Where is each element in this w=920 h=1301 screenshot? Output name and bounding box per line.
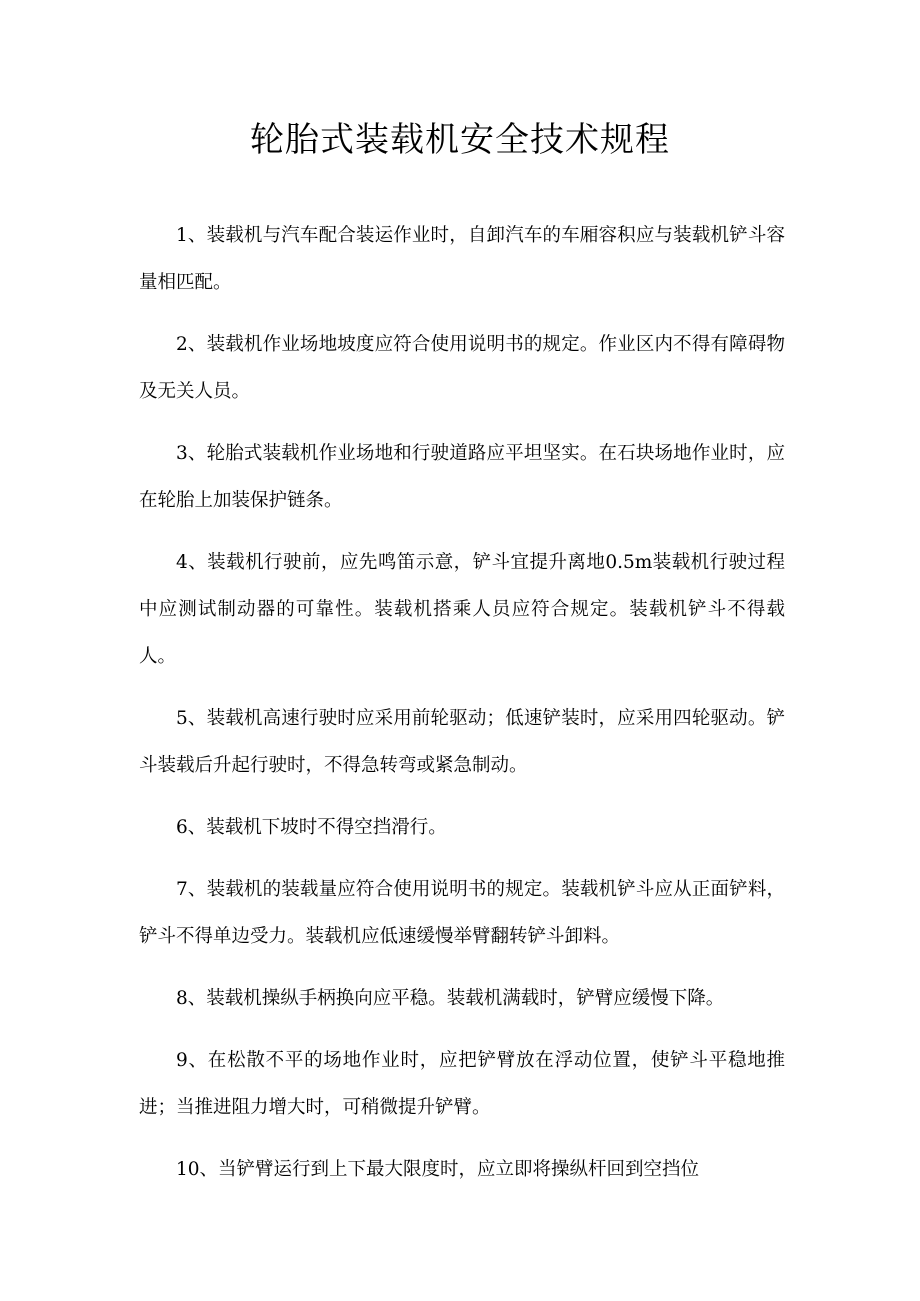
paragraph-9: 9、在松散不平的场地作业时，应把铲臂放在浮动位置，使铲斗平稳地推进；当推进阻力增大时，可稍微提升铲臂。 <box>139 1050 785 1118</box>
paragraph-3: 3、轮胎式装载机作业场地和行驶道路应平坦坚实。在石块场地作业时，应在轮胎上加装保护链条。 <box>139 443 785 511</box>
paragraph-8: 8、装载机操纵手柄换向应平稳。装载机满载时，铲臂应缓慢下降。 <box>176 988 725 1009</box>
document-body <box>139 212 785 1208</box>
paragraph-4: 4、装载机行驶前，应先鸣笛示意，铲斗宜提升离地0.5m装载机行驶过程中应测试制动器的可靠性。装载机搭乘人员应符合规定。装载机铲斗不得载人。 <box>139 552 785 667</box>
paragraph-5: 5、装载机高速行驶时应采用前轮驱动；低速铲装时，应采用四轮驱动。铲斗装载后升起行驶时，不得急转弯或紧急制动。 <box>139 708 785 776</box>
paragraph-6: 6、装载机下坡时不得空挡滑行。 <box>176 817 447 838</box>
document-title: 轮胎式装载机安全技术规程 <box>250 120 670 160</box>
paragraph-7: 7、装载机的装载量应符合使用说明书的规定。装载机铲斗应从正面铲料，铲斗不得单边受力。装载机应低速缓慢举臂翻转铲斗卸料。 <box>139 879 785 947</box>
paragraph-1: 1、装载机与汽车配合装运作业时，自卸汽车的车厢容积应与装载机铲斗容量相匹配。 <box>139 225 785 293</box>
paragraph-10: 10、当铲臂运行到上下最大限度时，应立即将操纵杆回到空挡位 <box>176 1159 700 1180</box>
paragraph-2: 2、装载机作业场地坡度应符合使用说明书的规定。作业区内不得有障碍物及无关人员。 <box>139 334 785 402</box>
